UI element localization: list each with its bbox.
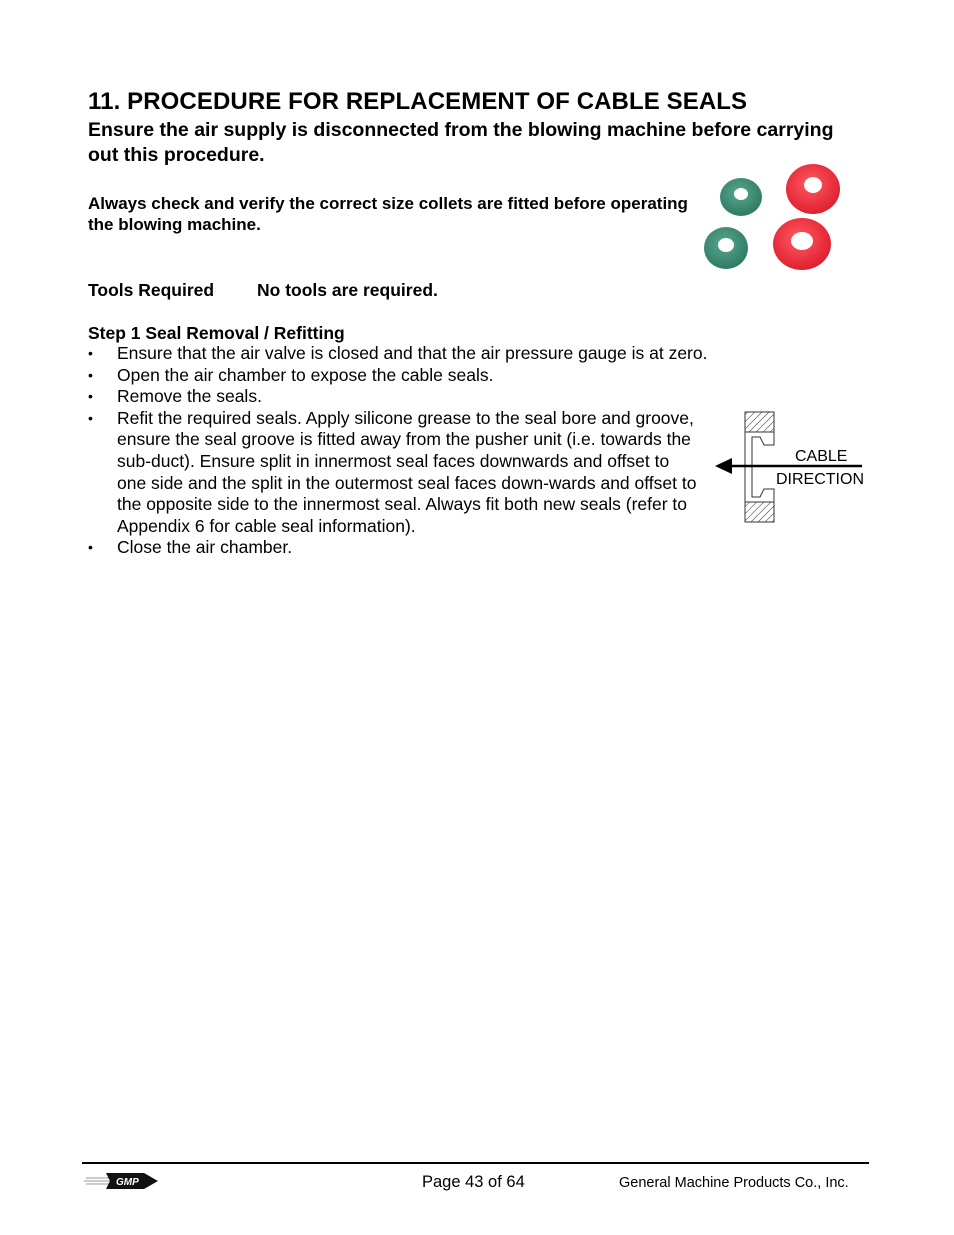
cable-label: CABLE	[795, 448, 848, 465]
direction-label: DIRECTION	[776, 471, 864, 488]
bullet: •	[88, 388, 93, 405]
list-item: • Open the air chamber to expose the cable seals.	[88, 364, 494, 385]
logo-text: GMP	[116, 1177, 139, 1188]
tools-required-label: Tools Required	[88, 280, 215, 300]
bullet: •	[88, 539, 93, 556]
bullet: •	[88, 366, 93, 383]
red-seal-top	[786, 164, 840, 214]
footer-divider	[82, 1162, 869, 1164]
red-seal-bottom	[773, 218, 831, 270]
bullet: •	[88, 345, 93, 361]
company-name: General Machine Products Co., Inc.	[619, 1175, 849, 1191]
gmp-logo	[84, 1170, 162, 1192]
cable-direction-diagram	[712, 405, 874, 525]
list-item: • Refit the required seals. Apply silicone grease to the seal bore and groove, ensure the seal groove is fitted away from the pusher unit (i.e. towards the sub-duct). Ensure split in innermost seal faces downwards and offset to one side and the split in the outermost seal faces down-wards and offset to the opposite side to the innermost seal. Always fit both new seals (refer to Appendix 6 for cable seal information).	[88, 407, 697, 536]
section-heading: 11. PROCEDURE FOR REPLACEMENT OF CABLE SEALS	[88, 88, 748, 115]
green-seal-top	[720, 178, 762, 216]
bullet: •	[88, 409, 93, 426]
list-item: • Close the air chamber.	[88, 537, 293, 558]
step-1-list	[88, 343, 728, 559]
safety-subheading: Ensure the air supply is disconnected from the blowing machine before carrying out this procedure.	[88, 119, 834, 166]
list-item: • Ensure that the air valve is closed and that the air pressure gauge is at zero.	[88, 343, 708, 363]
collet-warning: Always check and verify the correct size collets are fitted before operating the blowing machine.	[88, 194, 688, 234]
list-item: • Remove the seals.	[88, 386, 262, 407]
green-seal-bottom	[704, 227, 748, 269]
page-number: Page 43 of 64	[422, 1173, 525, 1191]
cable-seals-image	[697, 158, 847, 278]
tools-required-value: No tools are required.	[257, 280, 438, 300]
step-1-title: Step 1 Seal Removal / Refitting	[88, 323, 345, 343]
